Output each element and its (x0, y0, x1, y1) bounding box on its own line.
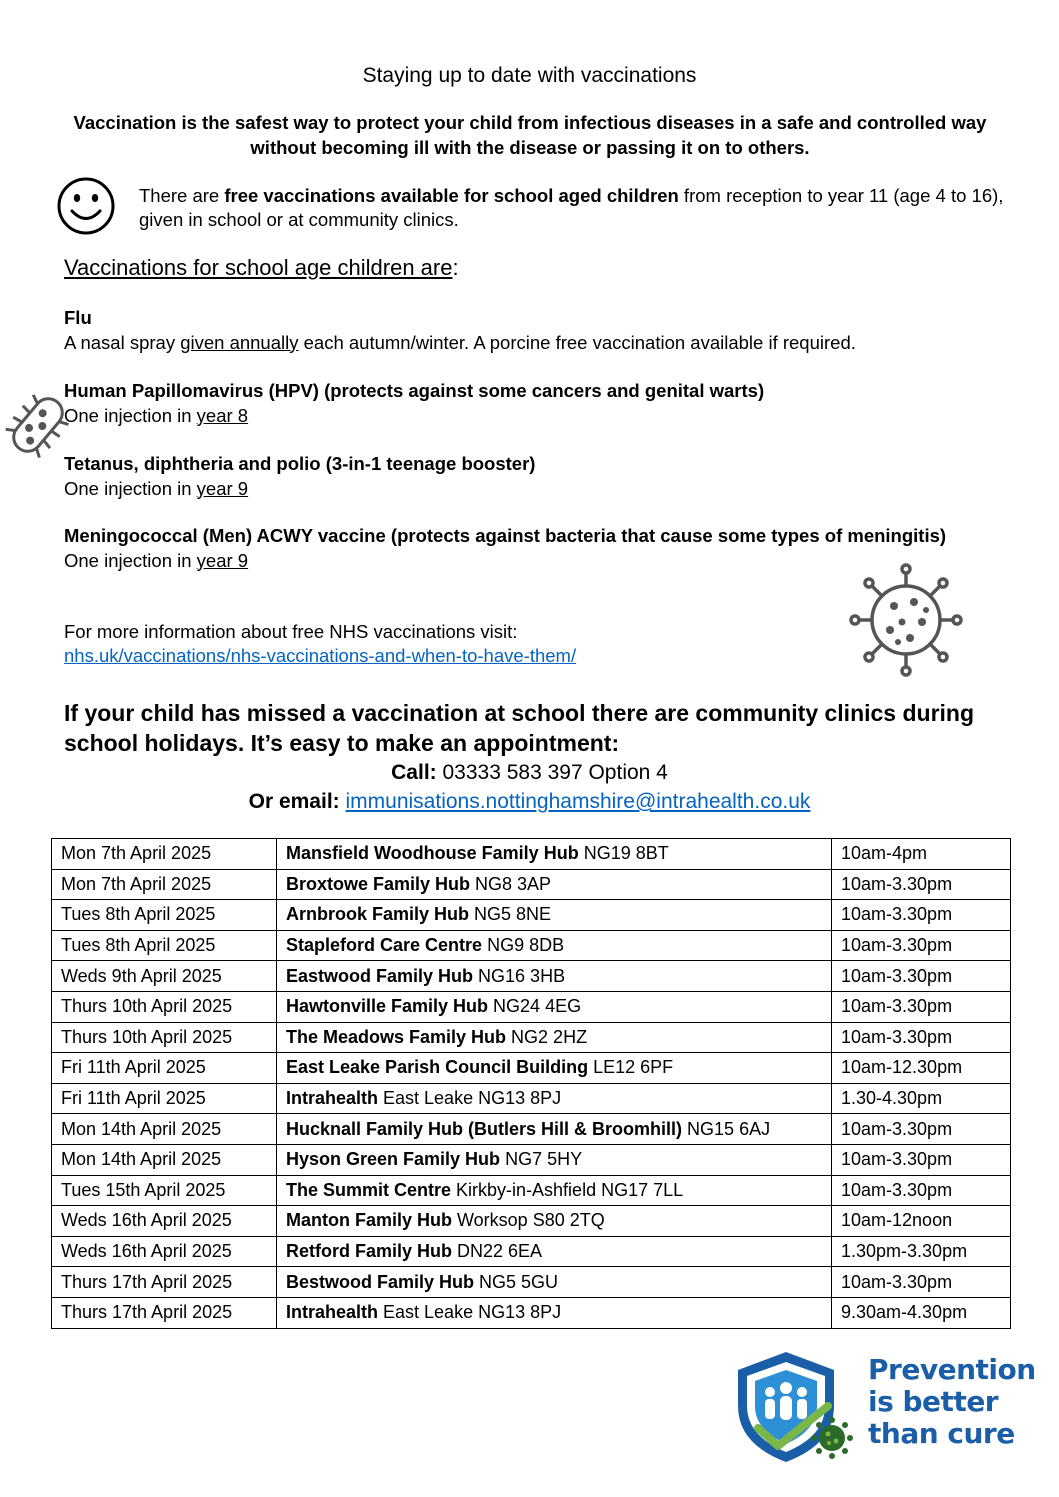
table-row (52, 991, 1011, 1022)
more-info (64, 620, 576, 668)
vaccine-flu (64, 306, 1004, 355)
clinic-venue: Mansfield Woodhouse Family Hub (286, 843, 579, 864)
clinic-venue: Broxtowe Family Hub (286, 873, 471, 894)
clinic-date: Thurs 17th April 2025 (52, 1267, 277, 1298)
clinic-time: 10am-3.30pm (832, 900, 1011, 931)
clinic-time: 10am-3.30pm (832, 961, 1011, 992)
clinic-venue: Hucknall Family Hub (Butlers Hill & Broomhill) (286, 1118, 683, 1139)
clinic-venue: The Summit Centre (286, 1179, 452, 1200)
clinic-time: 1.30pm-3.30pm (832, 1236, 1011, 1267)
page-title: Staying up to date with vaccinations (362, 64, 697, 87)
table-row (52, 961, 1011, 992)
clinic-date: Mon 14th April 2025 (52, 1144, 277, 1175)
table-row (52, 1206, 1011, 1237)
clinic-location (277, 1022, 832, 1053)
clinic-time: 10am-3.30pm (832, 1175, 1011, 1206)
clinic-date: Tues 8th April 2025 (52, 930, 277, 961)
table-row (52, 869, 1011, 900)
clinic-venue: Hawtonville Family Hub (286, 996, 489, 1017)
smiley-icon (56, 176, 116, 236)
clinic-date: Weds 16th April 2025 (52, 1236, 277, 1267)
nhs-vaccinations-link[interactable]: nhs.uk/vaccinations/nhs-vaccinations-and-when-to-have-them/ (64, 645, 577, 666)
clinic-address: LE12 6PF (588, 1057, 674, 1078)
clinic-date: Thurs 17th April 2025 (52, 1297, 277, 1328)
table-row (52, 930, 1011, 961)
clinic-time: 10am-3.30pm (832, 869, 1011, 900)
free-text-bold: free vaccinations available for school aged children (224, 185, 679, 206)
desc-underlined: year 9 (196, 549, 249, 571)
clinic-date: Mon 14th April 2025 (52, 1114, 277, 1145)
table-row (52, 1053, 1011, 1084)
virus-icon (848, 562, 964, 678)
desc-underlined: year 9 (196, 477, 249, 499)
desc-text: One injection in (64, 404, 197, 426)
clinic-location (277, 930, 832, 961)
desc-text: A nasal spray (64, 331, 181, 353)
clinic-address: Kirkby-in-Ashfield NG17 7LL (451, 1179, 684, 1200)
clinic-address: East Leake NG13 8PJ (378, 1302, 562, 1323)
clinic-date: Fri 11th April 2025 (52, 1083, 277, 1114)
clinic-time: 10am-3.30pm (832, 991, 1011, 1022)
clinic-address: NG9 8DB (482, 935, 565, 956)
vaccine-title: Tetanus, diphtheria and polio (3-in-1 teenage booster) (64, 453, 536, 474)
desc-text: One injection in (64, 477, 197, 499)
table-row (52, 1144, 1011, 1175)
clinic-time: 1.30-4.30pm (832, 1083, 1011, 1114)
clinic-address: NG15 6AJ (682, 1118, 771, 1139)
clinic-date: Weds 16th April 2025 (52, 1206, 277, 1237)
clinic-date: Tues 15th April 2025 (52, 1175, 277, 1206)
clinic-location (277, 869, 832, 900)
clinic-address: Worksop S80 2TQ (452, 1210, 605, 1231)
clinic-date: Thurs 10th April 2025 (52, 991, 277, 1022)
desc-underlined: year 8 (196, 404, 249, 426)
vaccine-desc (64, 404, 1004, 429)
logo-line: Prevention (868, 1353, 1036, 1386)
email-line (0, 790, 1059, 814)
clinic-address: NG5 8NE (469, 904, 552, 925)
clinic-time: 10am-12.30pm (832, 1053, 1011, 1084)
table-row (52, 1267, 1011, 1298)
table-row (52, 1175, 1011, 1206)
clinic-address: NG24 4EG (488, 996, 582, 1017)
clinic-date: Thurs 10th April 2025 (52, 1022, 277, 1053)
clinic-address: DN22 6EA (452, 1241, 543, 1262)
logo-line: than cure (868, 1417, 1015, 1450)
logo-line: is better (868, 1385, 999, 1418)
table-row (52, 1114, 1011, 1145)
table-row (52, 839, 1011, 870)
call-label: Call: (391, 761, 437, 784)
prevention-logo (728, 1348, 1038, 1468)
clinic-venue: Eastwood Family Hub (286, 965, 474, 986)
clinic-location (277, 839, 832, 870)
clinic-date: Mon 7th April 2025 (52, 869, 277, 900)
clinic-time: 9.30am-4.30pm (832, 1297, 1011, 1328)
table-row (52, 1297, 1011, 1328)
clinic-location (277, 961, 832, 992)
clinic-address: NG5 5GU (474, 1271, 559, 1292)
vaccine-td-ipv (64, 452, 1004, 501)
clinic-location (277, 1144, 832, 1175)
clinic-date: Mon 7th April 2025 (52, 839, 277, 870)
clinic-location (277, 1267, 832, 1298)
vaccine-title: Meningococcal (Men) ACWY vaccine (protects against bacteria that cause some types of meningitis) (64, 525, 947, 546)
clinic-address: NG19 8BT (578, 843, 669, 864)
call-number[interactable]: 03333 583 397 Option 4 (436, 761, 668, 784)
vaccinations-heading (64, 255, 459, 281)
clinic-venue: Stapleford Care Centre (286, 935, 483, 956)
clinic-venue: Arnbrook Family Hub (286, 904, 470, 925)
clinic-venue: Bestwood Family Hub (286, 1271, 475, 1292)
clinic-time: 10am-3.30pm (832, 930, 1011, 961)
vaccinations-heading-text: Vaccinations for school age children are (64, 255, 453, 280)
clinic-time: 10am-3.30pm (832, 1022, 1011, 1053)
clinic-venue: Intrahealth (286, 1302, 379, 1323)
clinic-venue: East Leake Parish Council Building (286, 1057, 589, 1078)
clinic-time: 10am-3.30pm (832, 1114, 1011, 1145)
call-line (0, 761, 1059, 785)
desc-underlined: given annually (180, 331, 299, 353)
clinic-time: 10am-12noon (832, 1206, 1011, 1237)
free-vaccinations-text (139, 184, 1009, 232)
free-text-suffix: from reception to year 11 (age 4 to 16), given in school or at community clinics. (139, 185, 1004, 230)
vaccine-title: Human Papillomavirus (HPV) (protects against some cancers and genital warts) (64, 380, 765, 401)
clinic-location (277, 991, 832, 1022)
clinic-venue: Manton Family Hub (286, 1210, 452, 1231)
clinic-date: Weds 9th April 2025 (52, 961, 277, 992)
clinic-venue: Intrahealth (286, 1088, 379, 1109)
clinics-table-body (52, 839, 1011, 1329)
clinic-time: 10am-3.30pm (832, 1267, 1011, 1298)
clinic-venue: Hyson Green Family Hub (286, 1149, 501, 1170)
clinic-location (277, 1297, 832, 1328)
clinic-venue: The Meadows Family Hub (286, 1026, 507, 1047)
clinic-date: Tues 8th April 2025 (52, 900, 277, 931)
logo-text (868, 1354, 1036, 1450)
clinic-address: NG2 2HZ (506, 1026, 588, 1047)
clinic-location (277, 1053, 832, 1084)
free-text-prefix: There are (139, 185, 225, 206)
clinic-venue: Retford Family Hub (286, 1241, 453, 1262)
clinic-location (277, 1083, 832, 1114)
clinic-date: Fri 11th April 2025 (52, 1053, 277, 1084)
clinic-location (277, 1236, 832, 1267)
table-row (52, 1236, 1011, 1267)
more-info-text: For more information about free NHS vaccinations visit: (64, 621, 518, 642)
clinic-time: 10am-4pm (832, 839, 1011, 870)
vaccine-hpv (64, 379, 1004, 428)
vaccine-title: Flu (64, 307, 92, 328)
bacteria-icon (0, 387, 76, 463)
shield-logo-icon (728, 1348, 864, 1466)
clinic-location (277, 1206, 832, 1237)
desc-text: each autumn/winter. A porcine free vaccination available if required. (298, 331, 856, 353)
email-label: Or email: (248, 790, 340, 813)
clinic-address: NG7 5HY (500, 1149, 583, 1170)
table-row (52, 900, 1011, 931)
intro-text: Vaccination is the safest way to protect your child from infectious diseases in a safe and controlled way without becoming ill with the disease or passing it on to others. (73, 112, 987, 158)
vaccine-desc (64, 477, 1004, 502)
clinic-time: 10am-3.30pm (832, 1144, 1011, 1175)
clinic-location (277, 1175, 832, 1206)
email-link[interactable]: immunisations.nottinghamshire@intrahealth.co.uk (345, 790, 811, 813)
clinic-address: NG8 3AP (470, 873, 552, 894)
table-row (52, 1083, 1011, 1114)
clinic-address: NG16 3HB (473, 965, 566, 986)
vaccinations-heading-colon: : (452, 255, 459, 280)
vaccine-desc (64, 331, 1004, 356)
table-row (52, 1022, 1011, 1053)
clinics-table (51, 838, 1011, 1329)
clinic-location (277, 1114, 832, 1145)
clinic-address: East Leake NG13 8PJ (378, 1088, 562, 1109)
clinic-location (277, 900, 832, 931)
desc-text: One injection in (64, 549, 197, 571)
missed-vaccination-heading: If your child has missed a vaccination at school there are community clinics during school holidays. It’s easy to make an appointment: (64, 700, 975, 756)
